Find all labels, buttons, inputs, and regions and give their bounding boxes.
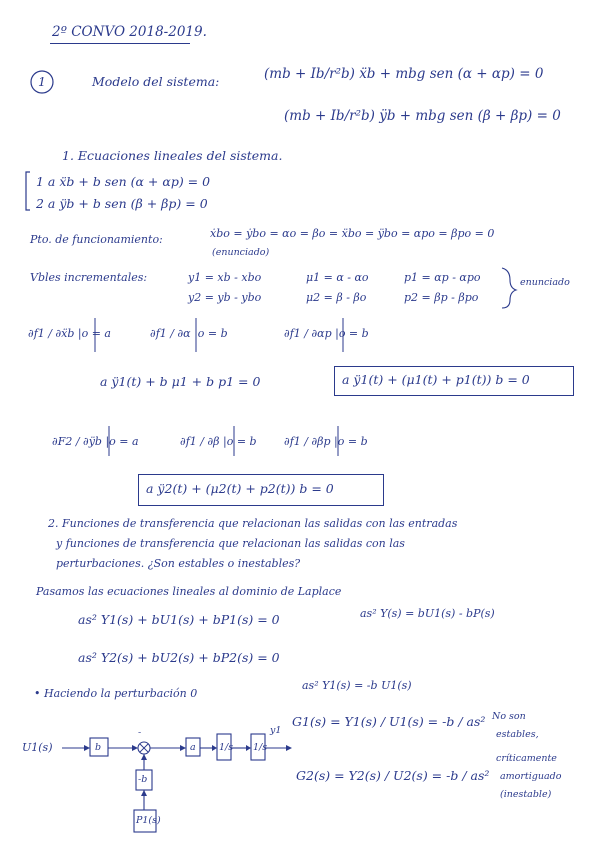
- section-1-title: 1. Ecuaciones lineales del sistema.: [62, 148, 283, 163]
- perturbation-zero-label: • Haciendo la perturbación 0: [34, 687, 198, 700]
- laplace-eq-2: as² Y2(s) + bU2(s) + bP2(s) = 0: [78, 650, 280, 665]
- diagram-input-label: U1(s): [22, 741, 53, 754]
- incr-var-u2: μ2 = β - βo: [306, 291, 367, 304]
- partial-f1-xb: ∂f1 / ∂ẍb |o = a: [28, 327, 111, 340]
- incremental-vars-label: Vbles incrementales:: [30, 271, 148, 284]
- stability-note-5: (inestable): [500, 789, 552, 800]
- laplace-eq-1-rearranged: as² Y(s) = bU1(s) - bP(s): [360, 607, 495, 620]
- diagram-gain-block: b: [95, 742, 102, 753]
- incr-var-p1: p1 = αp - αpo: [404, 271, 481, 284]
- section-2-title-2: y funciones de transferencia que relacionan las salidas con las: [56, 537, 405, 550]
- stability-note-3: críticamente: [496, 753, 557, 764]
- model-equation-1: (mb + Ib/r²b) ẍb + mbg sen (α + αp) = 0: [264, 66, 544, 82]
- transfer-function-g1: G1(s) = Y1(s) / U1(s) = -b / as²: [292, 714, 486, 729]
- partial-f2-beta: ∂f1 / ∂β |o = b: [180, 435, 257, 448]
- model-equation-2: (mb + Ib/r²b) ÿb + mbg sen (β + βp) = 0: [284, 108, 561, 124]
- perturbation-zero-eq: as² Y1(s) = -b U1(s): [302, 679, 412, 692]
- incr-var-u1: μ1 = α - αo: [306, 271, 369, 284]
- linear-eq-2: 2 a ÿb + b sen (β + βp) = 0: [36, 196, 208, 211]
- incr-var-p2: p2 = βp - βpo: [404, 291, 479, 304]
- problem-number: 1: [38, 74, 46, 89]
- incr-var-y2: y2 = yb - ybo: [188, 291, 262, 304]
- diagram-output-label: y1: [270, 725, 282, 736]
- partial-f1-alpha: ∂f1 / ∂α |o = b: [150, 327, 228, 340]
- operating-point-label: Pto. de funcionamiento:: [30, 233, 163, 246]
- partial-f2-yb: ∂F2 / ∂ÿb |o = a: [52, 435, 139, 448]
- incr-var-y1: y1 = xb - xbo: [188, 271, 262, 284]
- linearized-eq-1: a ÿ1(t) + b μ1 + b p1 = 0: [100, 374, 261, 389]
- transfer-function-g2: G2(s) = Y2(s) / U2(s) = -b / as²: [296, 768, 490, 783]
- stability-note-1: No son: [492, 711, 526, 722]
- section-2-title-3: perturbaciones. ¿Son estables o inestables?: [56, 557, 301, 570]
- linearized-eq-2-boxed: a ÿ2(t) + (μ2(t) + p2(t)) b = 0: [146, 481, 334, 496]
- linearized-eq-1-boxed: a ÿ1(t) + (μ1(t) + p1(t)) b = 0: [342, 372, 530, 387]
- partial-f1-alphap: ∂f1 / ∂αp |o = b: [284, 327, 369, 340]
- partial-f2-betap: ∂f1 / ∂βp |o = b: [284, 435, 368, 448]
- diagram-block-a: a: [190, 742, 196, 753]
- diagram-perturbation-gain: -b: [138, 774, 148, 785]
- stability-note-2: estables,: [496, 729, 539, 740]
- operating-point-note: (enunciado): [212, 247, 270, 258]
- linear-eq-1: 1 a ẍb + b sen (α + αp) = 0: [36, 174, 211, 189]
- diagram-integrator-1: 1/s: [219, 742, 234, 753]
- operating-point-eq: ẋbo = ẏbo = αo = βo = ẍbo = ÿbo = αpo = βpo = 0: [210, 227, 495, 240]
- laplace-intro: Pasamos las ecuaciones lineales al dominio de Laplace: [36, 585, 342, 598]
- stability-note-4: amortiguado: [500, 771, 562, 782]
- diagram-sum-sign: -: [138, 727, 142, 738]
- incr-vars-note: enunciado: [520, 277, 570, 288]
- laplace-eq-1: as² Y1(s) + bU1(s) + bP1(s) = 0: [78, 612, 280, 627]
- page-title: 2º CONVO 2018-2019.: [52, 24, 207, 40]
- diagram-perturbation-input: P1(s): [136, 815, 161, 826]
- model-label: Modelo del sistema:: [92, 74, 220, 89]
- section-2-title-1: 2. Funciones de transferencia que relacionan las salidas con las entradas: [48, 517, 458, 530]
- diagram-integrator-2: 1/s: [253, 742, 268, 753]
